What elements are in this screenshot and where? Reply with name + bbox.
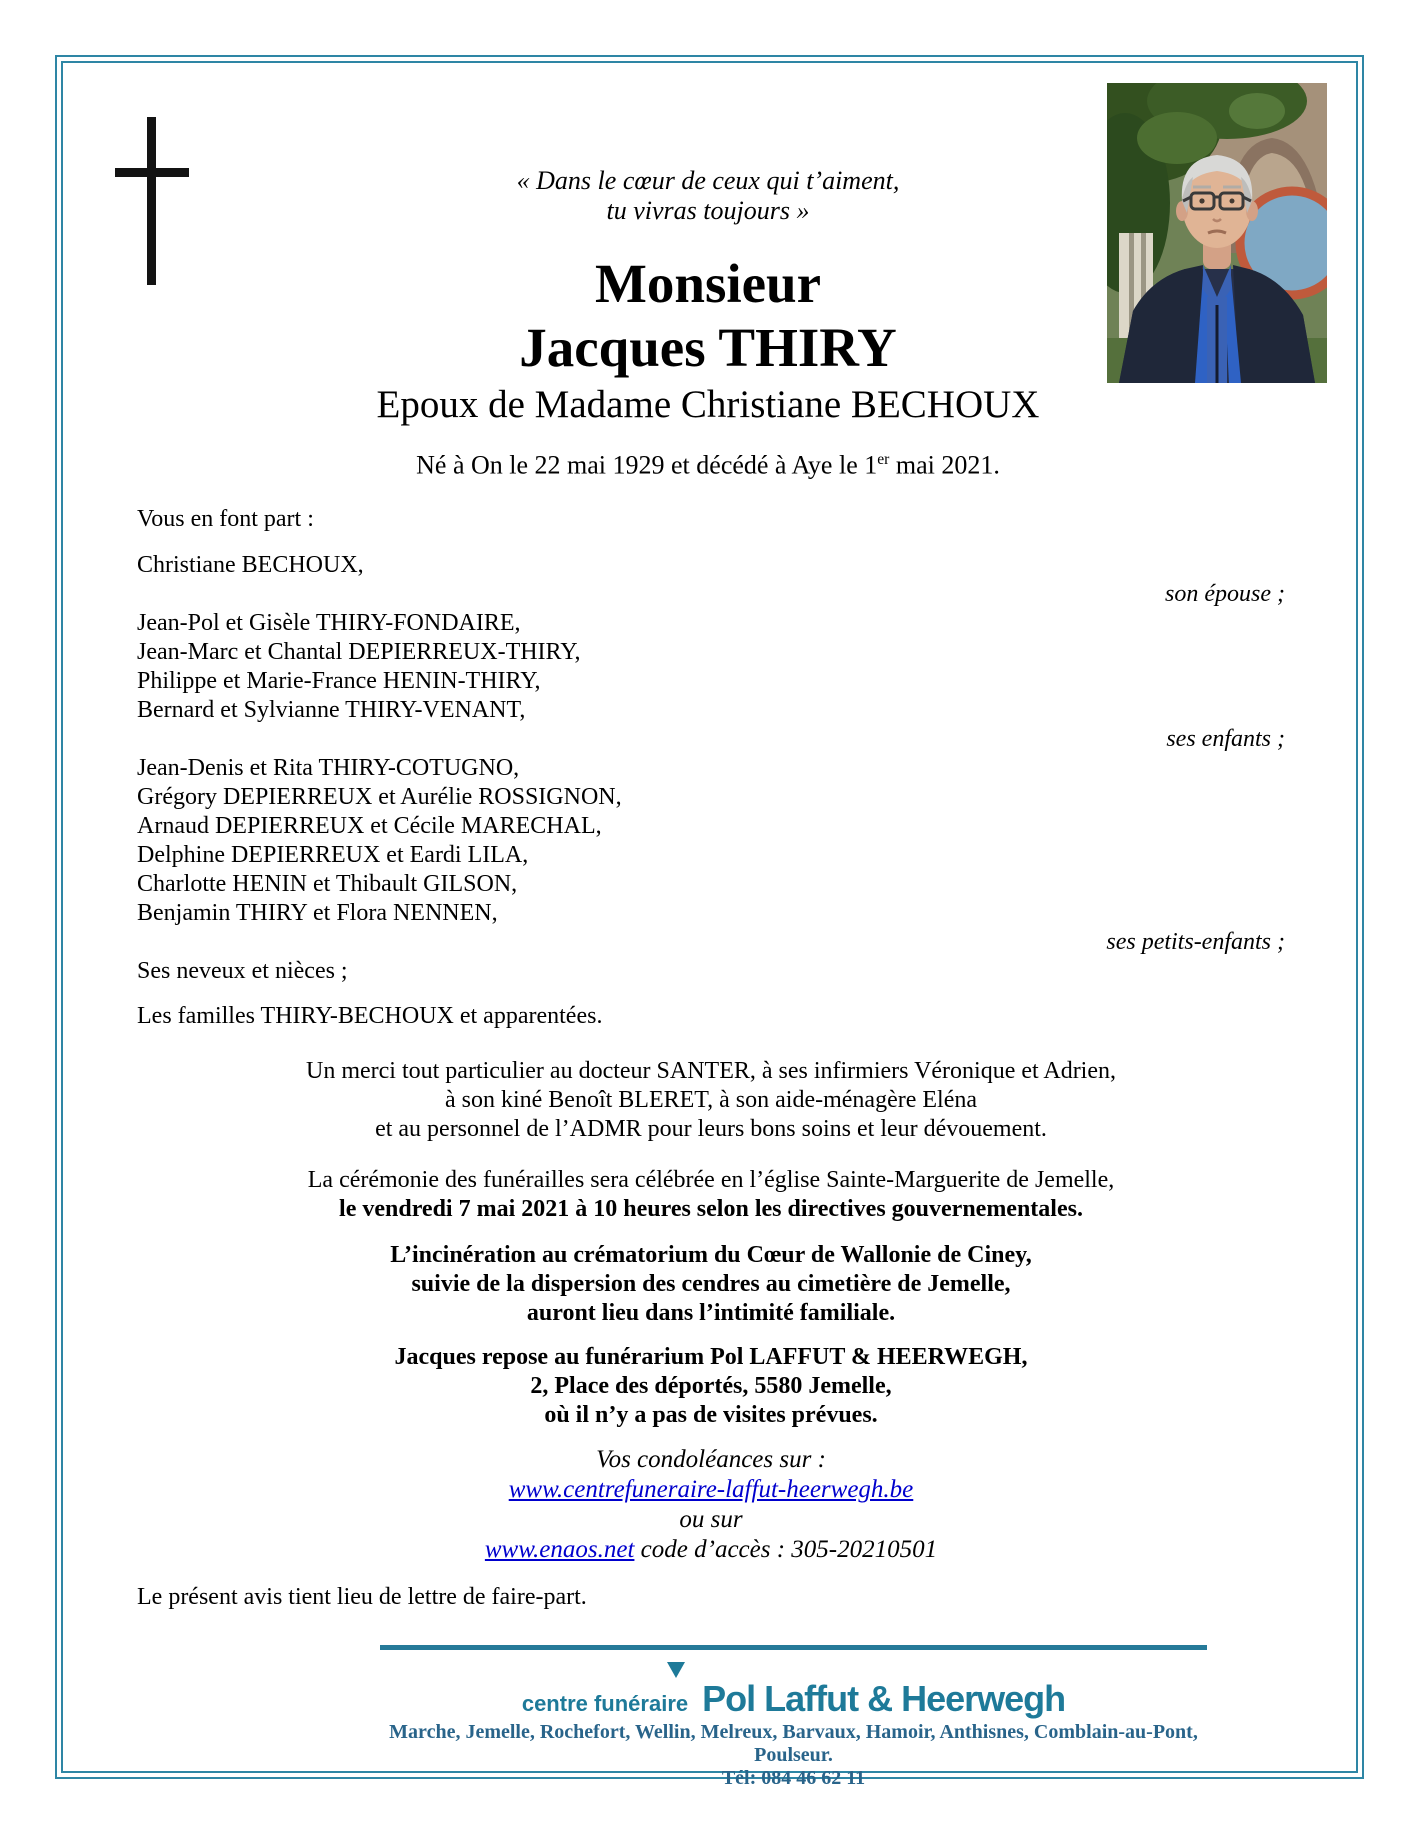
ceremony-paragraph: La cérémonie des funérailles sera célébrée en l’église Sainte-Marguerite de Jemelle, le vendredi 7 mai 2021 à 10 heures selon les directives gouvernementales.	[307, 1167, 1115, 1222]
wife-name: Christiane BECHOUX,	[137, 552, 364, 578]
logo-brand-large: Pol Laffut & Heerwegh	[702, 1678, 1066, 1719]
footer-phone: Tél: 084 46 62 11	[721, 1767, 866, 1789]
wife-relation-label: son épouse ;	[1165, 581, 1285, 607]
quote-line-1: « Dans le cœur de ceux qui t’aiment,	[516, 166, 900, 195]
condolences-intro: Vos condoléances sur :	[596, 1446, 826, 1473]
memorial-quote	[0, 166, 1416, 226]
logo-brand-small: centre funéraire	[521, 1691, 689, 1716]
grandchild-row: Arnaud DEPIERREUX et Cécile MARECHAL,	[137, 813, 602, 839]
footer-divider-rule	[380, 1645, 1207, 1650]
announcement-intro: Vous en font part :	[137, 506, 314, 532]
child-row: Jean-Pol et Gisèle THIRY-FONDAIRE,	[137, 610, 521, 636]
ordinal-sup: er	[877, 451, 890, 468]
footer-locations: Marche, Jemelle, Rochefort, Wellin, Melreux, Barvaux, Hamoir, Anthisnes, Comblain-au-Pont, Poulseur.	[389, 1721, 1198, 1766]
child-row: Philippe et Marie-France HENIN-THIRY,	[137, 668, 541, 694]
families-line: Les familles THIRY-BECHOUX et apparentées.	[137, 1003, 603, 1029]
condolences-paragraph	[137, 1445, 1285, 1565]
cremation-paragraph: L’incinération au crématorium du Cœur de Wallonie de Ciney, suivie de la dispersion des cendres au cimetière de Jemelle, auront lieu dans l’intimité familiale.	[390, 1242, 1032, 1326]
notice-line: Le présent avis tient lieu de lettre de faire-part.	[137, 1584, 587, 1610]
main-text-blocks	[137, 1057, 1285, 1612]
family-announcement	[137, 505, 1285, 1031]
condolences-enaos-line: www.enaos.net code d’accès : 305-20210501	[484, 1536, 938, 1563]
quote-line-2: tu vivras toujours »	[606, 196, 810, 225]
grandchild-row: Delphine DEPIERREUX et Eardi LILA,	[137, 842, 529, 868]
condolences-link-enaos[interactable]: www.enaos.net	[484, 1536, 635, 1563]
deceased-name: Jacques THIRY	[519, 317, 897, 378]
repose-paragraph: Jacques repose au funérarium Pol LAFFUT & HEERWEGH, 2, Place des déportés, 5580 Jemelle, où il n’y a pas de visites prévues.	[394, 1344, 1028, 1428]
title-block	[0, 252, 1416, 482]
spouse-line: Epoux de Madame Christiane BECHOUX	[376, 383, 1040, 426]
condolences-or: ou sur	[679, 1506, 743, 1533]
condolences-link-centrefuneraire[interactable]: www.centrefuneraire-laffut-heerwegh.be	[508, 1476, 914, 1503]
thanks-paragraph: Un merci tout particulier au docteur SANTER, à ses infirmiers Véronique et Adrien, à son kiné Benoît BLERET, à son aide-ménagère Eléna et au personnel de l’ADMR pour leurs bons soins et leur dévouement.	[306, 1058, 1116, 1142]
birth-death-line: Né à On le 22 mai 1929 et décédé à Aye le 1er mai 2021.	[416, 450, 1000, 480]
child-row: Bernard et Sylvianne THIRY-VENANT,	[137, 697, 526, 723]
title-prefix: Monsieur	[594, 253, 822, 314]
logo-triangle-icon	[667, 1662, 685, 1678]
grandchild-row: Charlotte HENIN et Thibault GILSON,	[137, 871, 518, 897]
grandchildren-relation-label: ses petits-enfants ;	[1106, 929, 1285, 955]
funeral-home-logo	[380, 1678, 1207, 1719]
nephews-line: Ses neveux et nièces ;	[137, 958, 348, 984]
funeral-home-footer	[380, 1678, 1207, 1790]
child-row: Jean-Marc et Chantal DEPIERREUX-THIRY,	[137, 639, 581, 665]
grandchild-row: Grégory DEPIERREUX et Aurélie ROSSIGNON,	[137, 784, 622, 810]
children-relation-label: ses enfants ;	[1166, 726, 1285, 752]
grandchild-row: Benjamin THIRY et Flora NENNEN,	[137, 900, 498, 926]
grandchild-row: Jean-Denis et Rita THIRY-COTUGNO,	[137, 755, 520, 781]
